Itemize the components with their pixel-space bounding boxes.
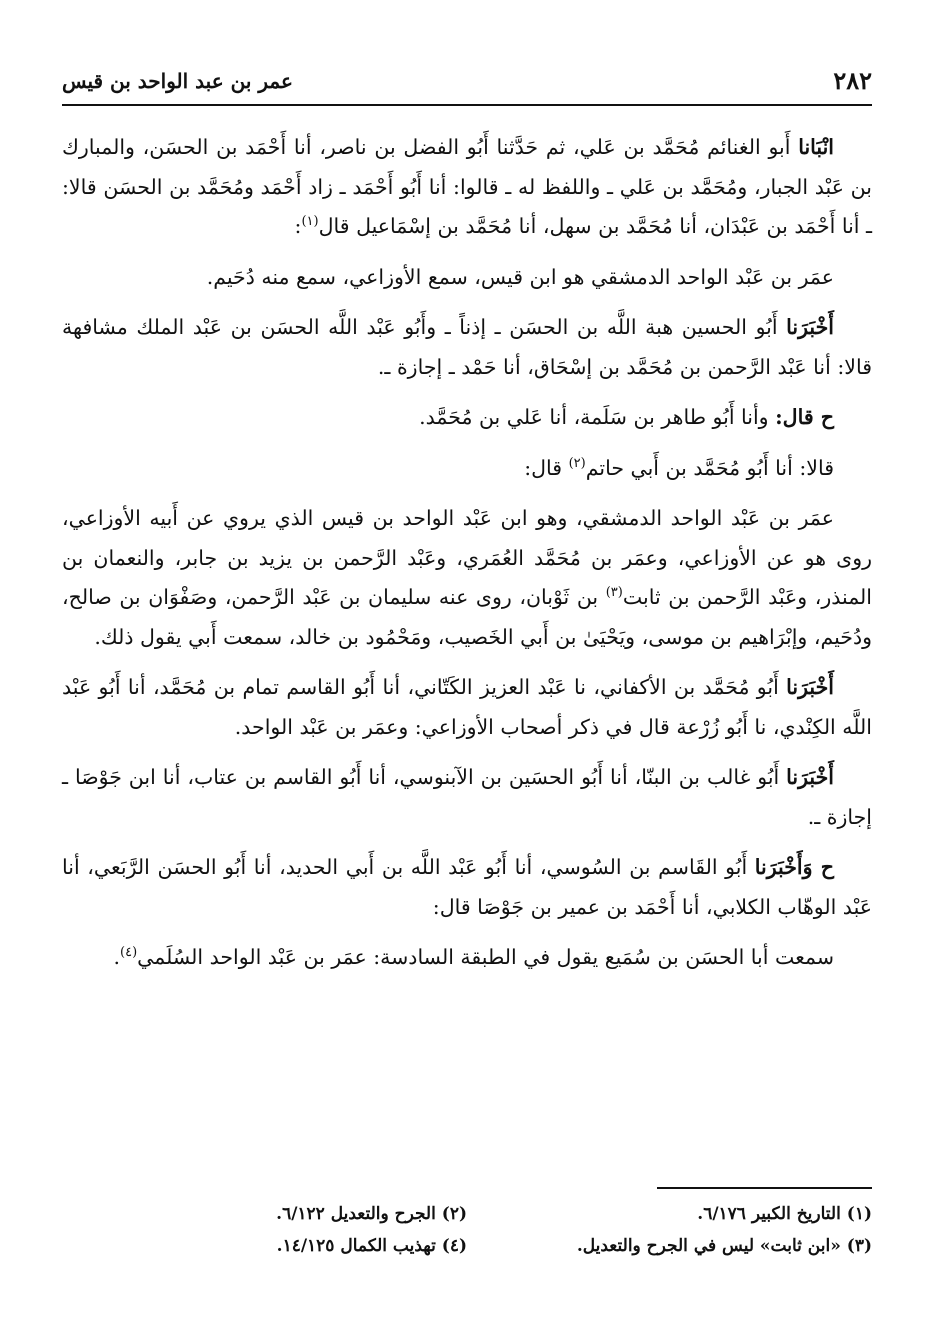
paragraph-text: قالا: أنا أَبُو مُحَمَّد بن أَبي حاتم: [585, 455, 834, 480]
paragraph: [62, 308, 872, 387]
paragraph: [62, 668, 872, 747]
footnote-ref: (٢): [568, 455, 586, 471]
footnotes: [62, 1198, 872, 1262]
paragraph: [62, 938, 872, 978]
footnote: [467, 1198, 872, 1230]
paragraph-tail: قال:: [524, 455, 569, 480]
footnote-ref: (١): [301, 214, 319, 230]
narration-keyword: أَخْبَرَنا: [786, 765, 834, 789]
footnote-number: (١): [846, 1204, 872, 1224]
paragraph: [62, 258, 872, 298]
footnote-row: [62, 1230, 872, 1262]
paragraph: [62, 128, 872, 247]
paragraph-tail: .: [113, 945, 121, 969]
footnote-ref: (٣): [605, 585, 623, 601]
paragraph-text: أَبو الغنائم مُحَمَّد بن عَلي، ثم حَدَّثنا أَبُو الفضل بن ناصر، أنا أَحْمَد بن الحسَن، والمبارك بن عَبْد الجبار، ومُحَمَّد بن عَلي ـ واللفظ له ـ قالوا: أنا أَبُو أَحْمَد ـ زاد أَحْمَد ومُحَمَّد بن الحسَن قالا: ـ أنا أَحْمَد بن عَبْدَان، أنا مُحَمَّد بن سهل، أنا مُحَمَّد بن إسْمَاعيل قال: [62, 135, 872, 238]
footnote-row: [62, 1198, 872, 1230]
footnote-text: الجرح والتعديل ٦/١٢٢.: [276, 1204, 436, 1224]
header-rule: [62, 104, 872, 106]
footnote-number: (٣): [846, 1236, 872, 1256]
paragraph-text: سمعت أبا الحسَن بن سُمَيع يقول في الطبقة السادسة: عمَر بن عَبْد الواحد السُلَمي: [137, 945, 834, 969]
paragraph: [62, 499, 872, 657]
narration-keyword: انْبَانا: [798, 135, 834, 159]
paragraph: [62, 758, 872, 837]
paragraph-text: وأنا أَبُو طاهر بن سَلَمة، أنا عَلي بن مُحَمَّد.: [419, 405, 776, 429]
paragraph-text: عمَر بن عَبْد الواحد الدمشقي هو ابن قيس، سمع الأوزاعي، سمع منه دُحَيم.: [206, 264, 834, 289]
paragraph-tail: بن ثَوْبان، روى عنه سليمان بن عَبْد الرَّحمن، وصَفْوَان بن صالح، ودُحَيم، وإبْرَاهيم بن موسى، ويَحْيَىٰ بن أَبي الخَصيب، ومَحْمُود بن خالد، سمعت أَبي يقول ذلك.: [62, 585, 872, 649]
paragraph: [62, 398, 872, 438]
footnote: [62, 1198, 467, 1230]
footnote-rule: [657, 1187, 872, 1189]
main-text: [62, 128, 872, 989]
footnote-ref: (٤): [120, 945, 138, 961]
paragraph-text: أَبُو غالب بن البنّا، أنا أَبُو الحسَين بن الآبنوسي، أنا أَبُو القاسم بن عتاب، أنا ابن جَوْصَا ـ إجازة ـ.: [62, 765, 872, 829]
narration-keyword: أَخْبَرَنا: [786, 675, 834, 699]
footnote-text: «ابن ثابت» ليس في الجرح والتعديل.: [576, 1236, 841, 1256]
footnote-text: التاريخ الكبير ٦/١٧٦.: [697, 1204, 841, 1224]
paragraph-text: عمَر بن عَبْد الواحد الدمشقي، وهو ابن عَبْد الواحد بن قيس الذي يروي عن أَبيه الأوزاعي، روى هو عن الأوزاعي، وعمَر بن مُحَمَّد العُمَري، وعَبْد الرَّحمن بن يزيد بن جابر، والنعمان بن المنذر، وعَبْد الرَّحمن بن ثابت: [62, 506, 872, 609]
narration-keyword: أَخْبَرَنا: [786, 315, 834, 339]
page-number: ٢٨٢: [833, 66, 872, 95]
paragraph-tail: :: [294, 214, 302, 238]
paragraph-text: أَبُو الحسين هبة اللَّه بن الحسَن ـ إذناً ـ وأَبُو عَبْد اللَّه الحسَن بن عَبْد الملك مشافهة قالا: أنا عَبْد الرَّحمن بن مُحَمَّد بن إسْحَاق، أنا حَمْد ـ إجازة ـ.: [62, 315, 872, 379]
footnote-text: تهذيب الكمال ١٤/١٢٥.: [276, 1236, 436, 1256]
footnote: [62, 1230, 467, 1262]
running-title: عمر بن عبد الواحد بن قيس: [62, 69, 293, 93]
narration-keyword: ح قال:: [775, 405, 834, 429]
paragraph: [62, 449, 872, 489]
footnote: [467, 1230, 872, 1262]
footnote-number: (٤): [441, 1236, 467, 1256]
narration-keyword: ح وَأَخْبَرَنا: [754, 855, 834, 879]
paragraph-text: أَبُو مُحَمَّد بن الأكفاني، نا عَبْد العزيز الكَتّاني، أنا أَبُو القاسم تمام بن مُحَمَّد، أنا أَبُو عَبْد اللَّه الكِنْدي، نا أَبُو زُرْعة قال في ذكر أصحاب الأوزاعي: وعمَر بن عَبْد الواحد.: [62, 675, 872, 739]
paragraph: [62, 848, 872, 927]
paragraph-text: أَبُو القَاسم بن السُوسي، أنا أَبُو عَبْد اللَّه بن أَبي الحديد، أنا أَبُو الحسَن الرَّبَعي، أنا عَبْد الوهّاب الكلابي، أنا أَحْمَد بن عمير بن جَوْصَا قال:: [62, 855, 872, 919]
footnote-number: (٢): [441, 1204, 467, 1224]
